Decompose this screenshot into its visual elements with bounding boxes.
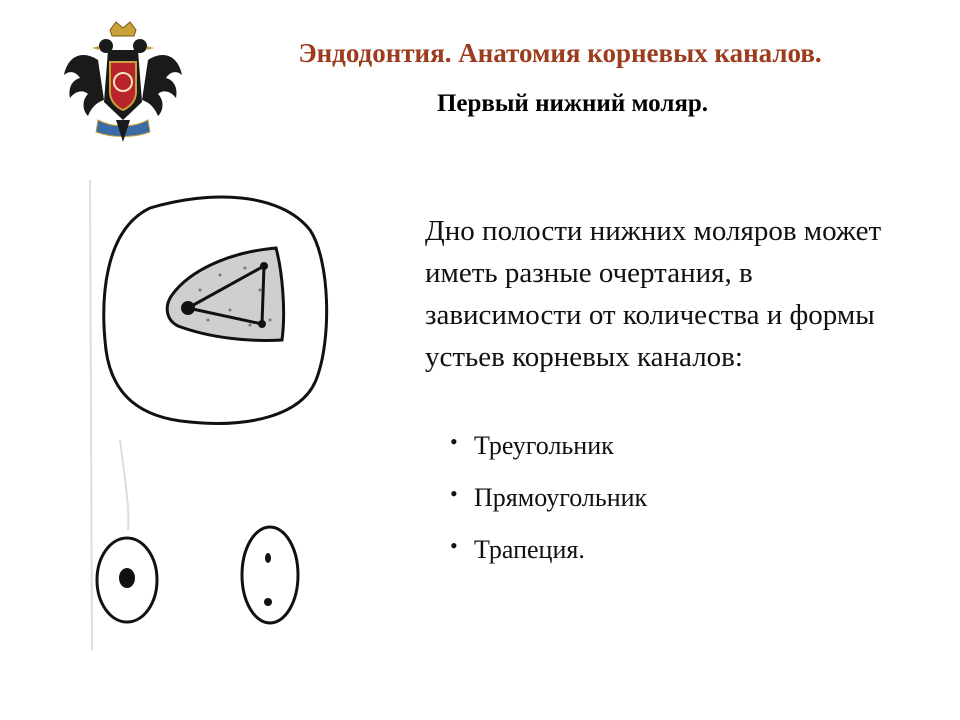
bullet-item-triangle: • Треугольник — [450, 426, 647, 478]
bullet-item-trapezoid: • Трапеция. — [450, 530, 647, 582]
bullet-list — [450, 426, 647, 582]
slide-title: Эндодонтия. Анатомия корневых каналов. — [298, 38, 822, 68]
body-text: Дно полости нижних моляров может иметь разные очертания, в зависимости от количества и формы устьев корневых каналов: — [425, 215, 882, 373]
slide-subtitle: Первый нижний моляр. — [436, 90, 709, 117]
molar-pulp-floor-drawing — [80, 170, 410, 670]
university-emblem-icon — [58, 20, 188, 145]
bullet-item-rectangle: • Прямоугольник — [450, 478, 647, 530]
